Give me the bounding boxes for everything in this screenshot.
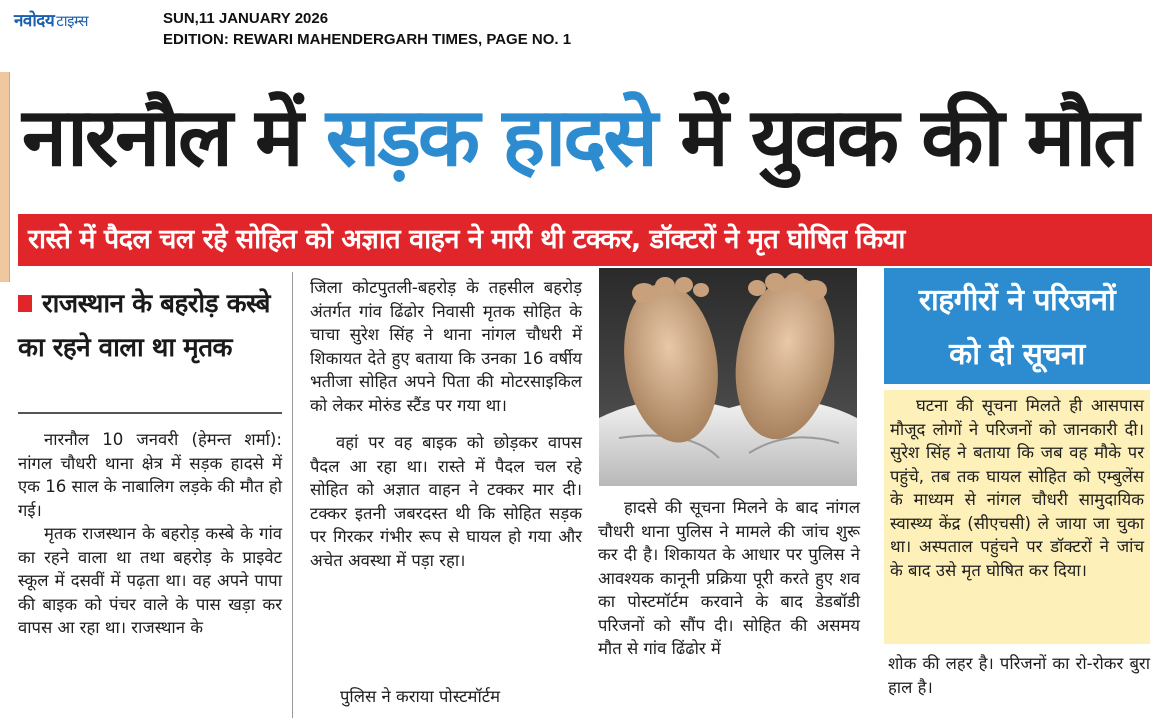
- square-bullet-icon: [18, 295, 32, 312]
- column1-paragraph-2: मृतक राजस्थान के बहरोड़ कस्बे के गांव का रहने वाला था तथा बहरोड़ के प्राइवेट स्कूल में दसवीं में पढ़ता था। वह अपने पापा की बाइक को पंचर वाले के पास खड़ा कर वापस आ रहा था। राजस्थान के: [18, 524, 282, 637]
- column-separator: [292, 272, 293, 718]
- column1-heading: [18, 282, 280, 370]
- column2-paragraph-2: वहां पर वह बाइक को छोड़कर वापस पैदल आ रहा था। रास्ते में पैदल चल रहे सोहित को अज्ञात वाहन ने टक्कर मार दी। टक्कर इतनी जबरदस्त थी कि सोहित सड़क पर गिरकर गंभीर रूप से घायल हो गया और अचेत अवस्था में पड़ा रहा।: [310, 433, 582, 570]
- column4-closing-text: [888, 652, 1150, 699]
- column4-closing-paragraph: शोक की लहर है। परिजनों का रो-रोकर बुरा हाल है।: [888, 654, 1150, 697]
- headline-part1: नारनौल में: [22, 91, 326, 185]
- feet-under-sheet-photo: [599, 268, 857, 486]
- logo-sub: टाइम्स: [56, 12, 89, 30]
- logo-main: नवोदय: [14, 11, 55, 31]
- masthead: [0, 0, 1164, 60]
- column4-heading-box: [884, 268, 1150, 384]
- column1-heading-text: राजस्थान के बहरोड़ कस्बे का रहने वाला था मृतक: [18, 289, 271, 363]
- column4-box-paragraph: घटना की सूचना मिलते ही आसपास मौजूद लोगों ने परिजनों को जानकारी दी। सुरेश सिंह ने बताया कि जब वह मौके पर पहुंचे, तब तक घायल सोहित को एम्बुलेंस के माध्यम से नांगल चौधरी सामुदायिक स्वास्थ्य केंद्र (सीएचसी) ले जाया जा चुका था। अस्पताल पहुंचने पर डॉक्टरों ने जांच के बाद उसे मृत घोषित कर दिया।: [890, 396, 1144, 580]
- newspaper-logo: [14, 8, 88, 31]
- column4-highlight-box: [884, 390, 1150, 644]
- column3-paragraph-1: हादसे की सूचना मिलने के बाद नांगल चौधरी थाना पुलिस ने मामले की जांच शुरू कर दी है। शिकायत के आधार पर पुलिस ने आवश्यक कानूनी प्रक्रिया पूरी करते हुए शव का पोस्टमॉर्टम करवाने के बाद डेडबॉडी परिजनों को सौंप दी। सोहित की असमय मौत से गांव ढिंढोर में: [598, 498, 860, 658]
- dateline: [163, 8, 571, 50]
- column2-paragraph-1: जिला कोटपुतली-बहरोड़ के तहसील बहरोड़ अंतर्गत गांव ढिंढोर निवासी मृतक सोहित के चाचा सुरेश सिंह ने थाना नांगल चौधरी में शिकायत देते हुए बताया कि उनका 16 वर्षीय भतीजा सोहित अपने पिता की मोटरसाइकिल को लेकर मोरुंड स्टैंड पर गया था।: [310, 278, 582, 415]
- column2-body: [310, 276, 582, 572]
- column1-paragraph-1: नारनौल 10 जनवरी (हेमन्त शर्मा): नांगल चौधरी थाना क्षेत्र में सड़क हादसे में एक 16 साल के नाबालिग लड़के की मौत हो गई।: [18, 430, 282, 520]
- column4-heading-line1: राहगीरों ने परिजनों: [918, 283, 1116, 318]
- headline: [22, 78, 1152, 198]
- column4-heading-line2: को दी सूचना: [949, 337, 1085, 372]
- headline-highlight: सड़क हादसे: [325, 91, 656, 185]
- photo-illustration: [599, 268, 857, 486]
- subheadline-bar: रास्ते में पैदल चल रहे सोहित को अज्ञात वाहन ने मारी थी टक्कर, डॉक्टरों ने मृत घोषित किया: [18, 214, 1152, 266]
- column1-divider: [18, 412, 282, 414]
- column2-subheading: पुलिस ने कराया पोस्टमॉर्टम: [340, 687, 501, 706]
- page-edge-stripe: [0, 72, 10, 282]
- date-text: SUN,11 JANUARY 2026: [163, 10, 329, 27]
- headline-part2: में युवक की मौत: [655, 91, 1137, 185]
- edition-text: EDITION: REWARI MAHENDERGARH TIMES, PAGE NO. 1: [163, 31, 572, 48]
- column3-body: [598, 496, 860, 661]
- column1-body: [18, 428, 282, 640]
